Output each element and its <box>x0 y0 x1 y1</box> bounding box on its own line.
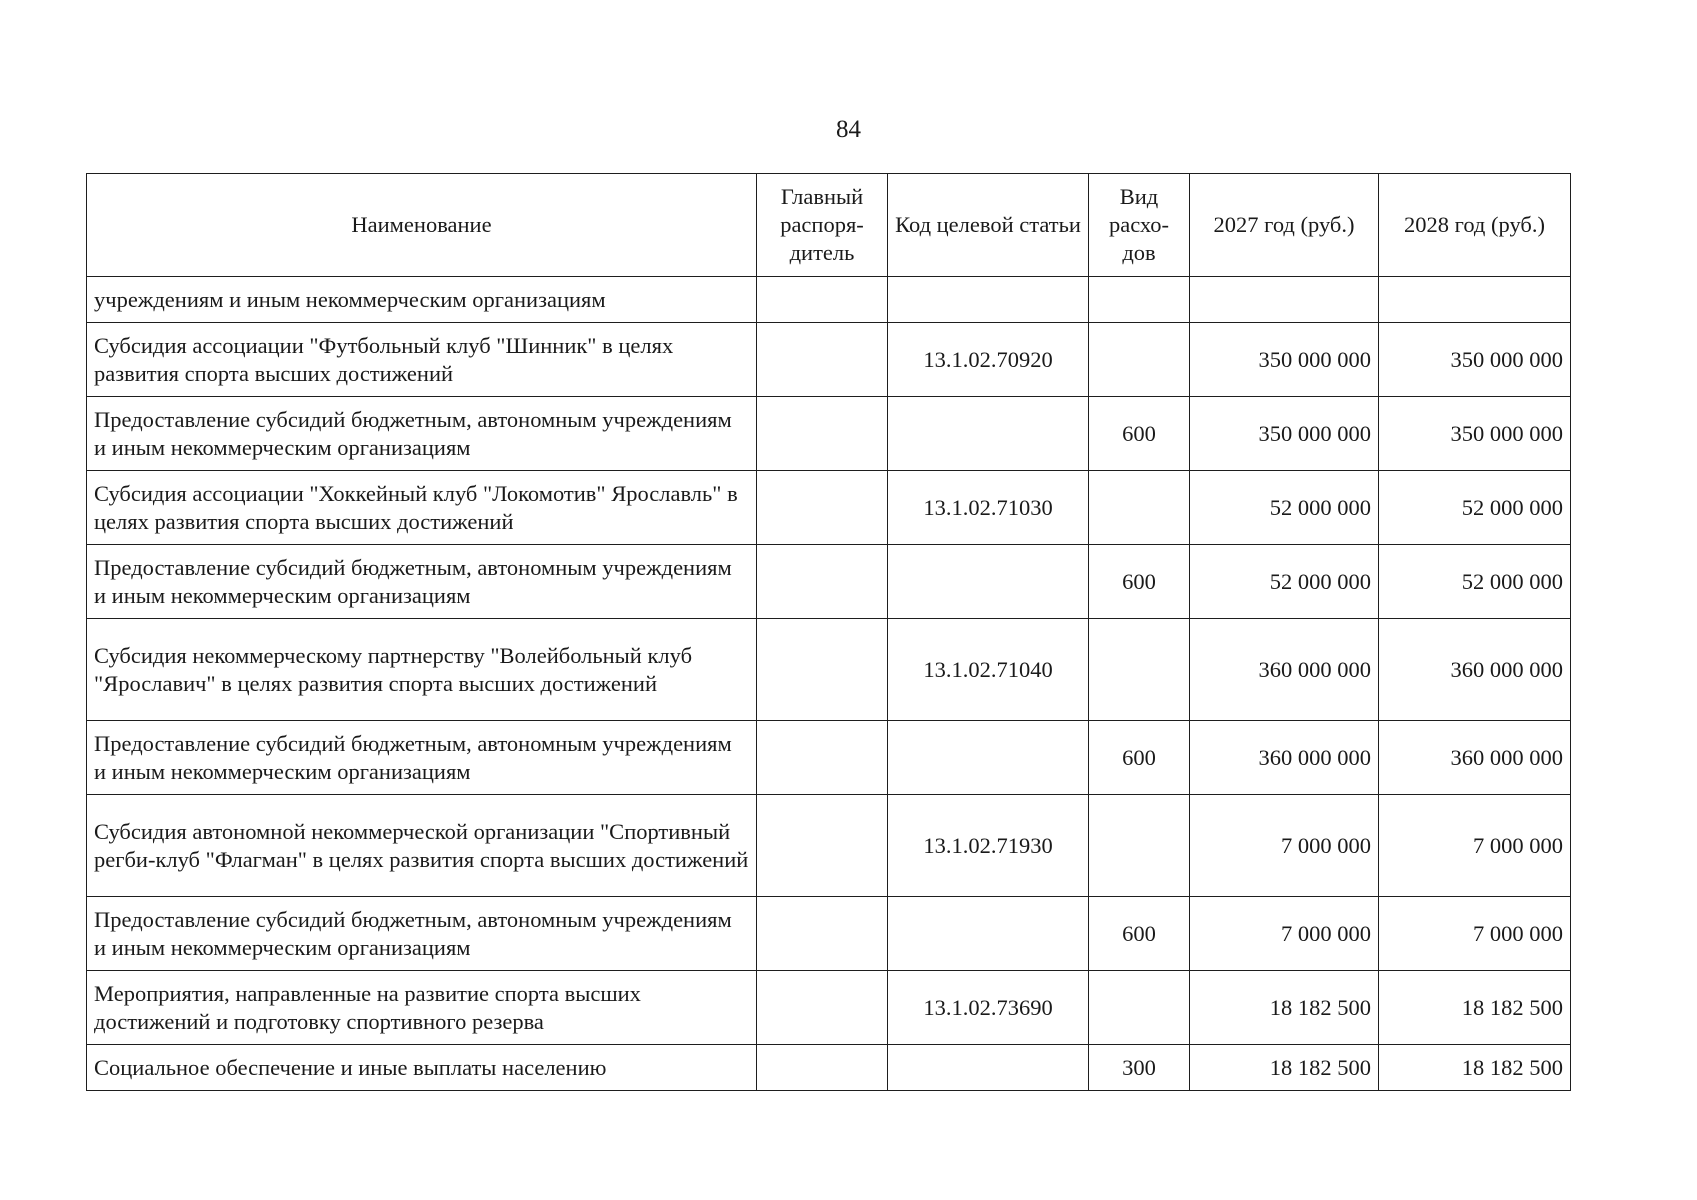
cell-2028: 7 000 000 <box>1379 897 1571 971</box>
cell-2028: 18 182 500 <box>1379 1045 1571 1091</box>
cell-code <box>888 721 1089 795</box>
cell-code <box>888 277 1089 323</box>
cell-code: 13.1.02.71030 <box>888 471 1089 545</box>
table-row <box>87 795 1571 897</box>
cell-2027: 7 000 000 <box>1190 897 1379 971</box>
table-row <box>87 897 1571 971</box>
header-code: Код целевой статьи <box>888 174 1089 277</box>
cell-manager <box>757 323 888 397</box>
cell-type: 600 <box>1089 397 1190 471</box>
cell-name: Предоставление субсидий бюджетным, автономным учреждениям и иным некоммерческим организациям <box>87 897 757 971</box>
cell-2027: 350 000 000 <box>1190 397 1379 471</box>
cell-type: 600 <box>1089 897 1190 971</box>
table-row <box>87 397 1571 471</box>
cell-name: Социальное обеспечение и иные выплаты населению <box>87 1045 757 1091</box>
cell-code: 13.1.02.70920 <box>888 323 1089 397</box>
cell-name: Субсидия некоммерческому партнерству "Волейбольный клуб "Ярославич" в целях развития спорта высших достижений <box>87 619 757 721</box>
cell-2027: 52 000 000 <box>1190 471 1379 545</box>
cell-2027: 360 000 000 <box>1190 619 1379 721</box>
cell-2028: 7 000 000 <box>1379 795 1571 897</box>
cell-2028: 350 000 000 <box>1379 323 1571 397</box>
header-manager: Главный распоря-дитель <box>757 174 888 277</box>
cell-name: Предоставление субсидий бюджетным, автономным учреждениям и иным некоммерческим организациям <box>87 397 757 471</box>
cell-2028: 350 000 000 <box>1379 397 1571 471</box>
cell-code <box>888 397 1089 471</box>
cell-type <box>1089 971 1190 1045</box>
table-row <box>87 323 1571 397</box>
table-row <box>87 277 1571 323</box>
cell-name: учреждениям и иным некоммерческим организациям <box>87 277 757 323</box>
cell-manager <box>757 471 888 545</box>
cell-2028: 360 000 000 <box>1379 619 1571 721</box>
cell-name: Предоставление субсидий бюджетным, автономным учреждениям и иным некоммерческим организациям <box>87 545 757 619</box>
cell-manager <box>757 795 888 897</box>
table-header-row <box>87 174 1571 277</box>
cell-code: 13.1.02.73690 <box>888 971 1089 1045</box>
cell-2027: 7 000 000 <box>1190 795 1379 897</box>
header-type: Вид расхо-дов <box>1089 174 1190 277</box>
cell-name: Субсидия автономной некоммерческой организации "Спортивный регби-клуб "Флагман" в целях развития спорта высших достижений <box>87 795 757 897</box>
cell-2027 <box>1190 277 1379 323</box>
table-row <box>87 971 1571 1045</box>
cell-type: 600 <box>1089 721 1190 795</box>
cell-name: Предоставление субсидий бюджетным, автономным учреждениям и иным некоммерческим организациям <box>87 721 757 795</box>
cell-manager <box>757 1045 888 1091</box>
cell-2028: 52 000 000 <box>1379 545 1571 619</box>
table-row <box>87 471 1571 545</box>
cell-2027: 360 000 000 <box>1190 721 1379 795</box>
table-row <box>87 619 1571 721</box>
cell-2028: 360 000 000 <box>1379 721 1571 795</box>
cell-manager <box>757 277 888 323</box>
cell-code <box>888 545 1089 619</box>
cell-2028: 52 000 000 <box>1379 471 1571 545</box>
cell-name: Мероприятия, направленные на развитие спорта высших достижений и подготовку спортивного резерва <box>87 971 757 1045</box>
cell-type <box>1089 277 1190 323</box>
cell-name: Субсидия ассоциации "Футбольный клуб "Шинник" в целях развития спорта высших достижений <box>87 323 757 397</box>
cell-type <box>1089 619 1190 721</box>
cell-2027: 18 182 500 <box>1190 971 1379 1045</box>
header-2028: 2028 год (руб.) <box>1379 174 1571 277</box>
cell-type: 600 <box>1089 545 1190 619</box>
cell-manager <box>757 545 888 619</box>
cell-2027: 350 000 000 <box>1190 323 1379 397</box>
header-2027: 2027 год (руб.) <box>1190 174 1379 277</box>
cell-code: 13.1.02.71930 <box>888 795 1089 897</box>
cell-code <box>888 1045 1089 1091</box>
cell-2028: 18 182 500 <box>1379 971 1571 1045</box>
cell-manager <box>757 971 888 1045</box>
table-row <box>87 545 1571 619</box>
cell-2027: 52 000 000 <box>1190 545 1379 619</box>
cell-2028 <box>1379 277 1571 323</box>
budget-table <box>86 173 1571 1091</box>
cell-name: Субсидия ассоциации "Хоккейный клуб "Локомотив" Ярославль" в целях развития спорта высших достижений <box>87 471 757 545</box>
cell-code <box>888 897 1089 971</box>
cell-type <box>1089 795 1190 897</box>
cell-manager <box>757 721 888 795</box>
cell-manager <box>757 397 888 471</box>
cell-type <box>1089 323 1190 397</box>
cell-manager <box>757 619 888 721</box>
page-number: 84 <box>836 116 861 143</box>
table-row <box>87 1045 1571 1091</box>
cell-code: 13.1.02.71040 <box>888 619 1089 721</box>
cell-2027: 18 182 500 <box>1190 1045 1379 1091</box>
table-row <box>87 721 1571 795</box>
cell-manager <box>757 897 888 971</box>
cell-type: 300 <box>1089 1045 1190 1091</box>
cell-type <box>1089 471 1190 545</box>
header-name: Наименование <box>87 174 757 277</box>
